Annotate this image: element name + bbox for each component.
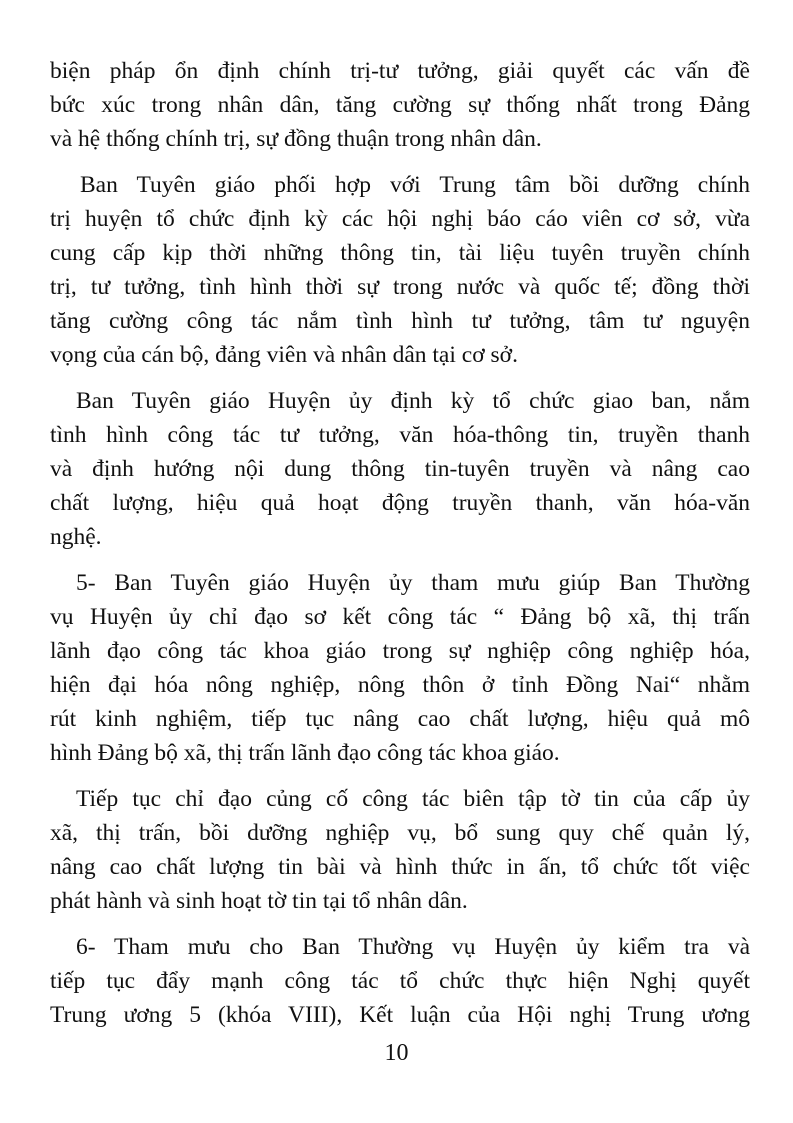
paragraph-briefing bbox=[50, 384, 750, 554]
text-line: vọng của cán bộ, đảng viên và nhân dân tại cơ sở. bbox=[50, 342, 518, 368]
text-line: Ban Tuyên giáo Huyện ủy định kỳ tổ chức giao ban, nắm bbox=[76, 388, 750, 414]
paragraph-training-center bbox=[50, 168, 750, 372]
text-line: chất lượng, hiệu quả hoạt động truyền thanh, văn hóa-văn bbox=[50, 490, 750, 516]
text-line: vụ Huyện ủy chỉ đạo sơ kết công tác “ Đảng bộ xã, thị trấn bbox=[50, 604, 750, 630]
text-line: Trung ương 5 (khóa VIII), Kết luận của Hội nghị Trung ương bbox=[50, 1002, 750, 1028]
text-line: và hệ thống chính trị, sự đồng thuận trong nhân dân. bbox=[50, 126, 542, 152]
text-line: 5- Ban Tuyên giáo Huyện ủy tham mưu giúp Ban Thường bbox=[76, 570, 750, 596]
text-line: nâng cao chất lượng tin bài và hình thức in ấn, tổ chức tốt việc bbox=[50, 854, 750, 880]
paragraph-item-6 bbox=[50, 930, 750, 1032]
text-line: Tiếp tục chỉ đạo củng cố công tác biên tập tờ tin của cấp ủy bbox=[76, 786, 750, 812]
paragraph-newsletter bbox=[50, 782, 750, 918]
text-line: phát hành và sinh hoạt tờ tin tại tổ nhân dân. bbox=[50, 888, 468, 914]
document-page bbox=[50, 54, 750, 1044]
text-line: hình Đảng bộ xã, thị trấn lãnh đạo công tác khoa giáo. bbox=[50, 740, 560, 766]
text-line: trị huyện tổ chức định kỳ các hội nghị báo cáo viên cơ sở, vừa bbox=[50, 206, 750, 232]
text-line: biện pháp ổn định chính trị-tư tưởng, giải quyết các vấn đề bbox=[50, 58, 750, 84]
text-line: xã, thị trấn, bồi dưỡng nghiệp vụ, bổ sung quy chế quản lý, bbox=[50, 820, 750, 846]
text-line: rút kinh nghiệm, tiếp tục nâng cao chất lượng, hiệu quả mô bbox=[50, 706, 750, 732]
text-line: lãnh đạo công tác khoa giáo trong sự nghiệp công nghiệp hóa, bbox=[50, 638, 750, 664]
text-line: trị, tư tưởng, tình hình thời sự trong nước và quốc tế; đồng thời bbox=[50, 274, 750, 300]
paragraph-continuation bbox=[50, 54, 750, 156]
text-line: cung cấp kịp thời những thông tin, tài liệu tuyên truyền chính bbox=[50, 240, 750, 266]
text-line: hiện đại hóa nông nghiệp, nông thôn ở tỉnh Đồng Nai“ nhằm bbox=[50, 672, 750, 698]
text-line: tình hình công tác tư tưởng, văn hóa-thông tin, truyền thanh bbox=[50, 422, 750, 448]
text-line: Ban Tuyên giáo phối hợp với Trung tâm bồi dưỡng chính bbox=[80, 172, 750, 198]
page-number: 10 bbox=[384, 1040, 409, 1066]
text-line: 6- Tham mưu cho Ban Thường vụ Huyện ủy kiểm tra và bbox=[76, 934, 750, 960]
text-line: bức xúc trong nhân dân, tăng cường sự thống nhất trong Đảng bbox=[50, 92, 750, 118]
text-line: nghệ. bbox=[50, 524, 102, 550]
text-line: tiếp tục đẩy mạnh công tác tổ chức thực hiện Nghị quyết bbox=[50, 968, 750, 994]
paragraph-item-5 bbox=[50, 566, 750, 770]
text-line: tăng cường công tác nắm tình hình tư tưởng, tâm tư nguyện bbox=[50, 308, 750, 334]
text-line: và định hướng nội dung thông tin-tuyên truyền và nâng cao bbox=[50, 456, 750, 482]
